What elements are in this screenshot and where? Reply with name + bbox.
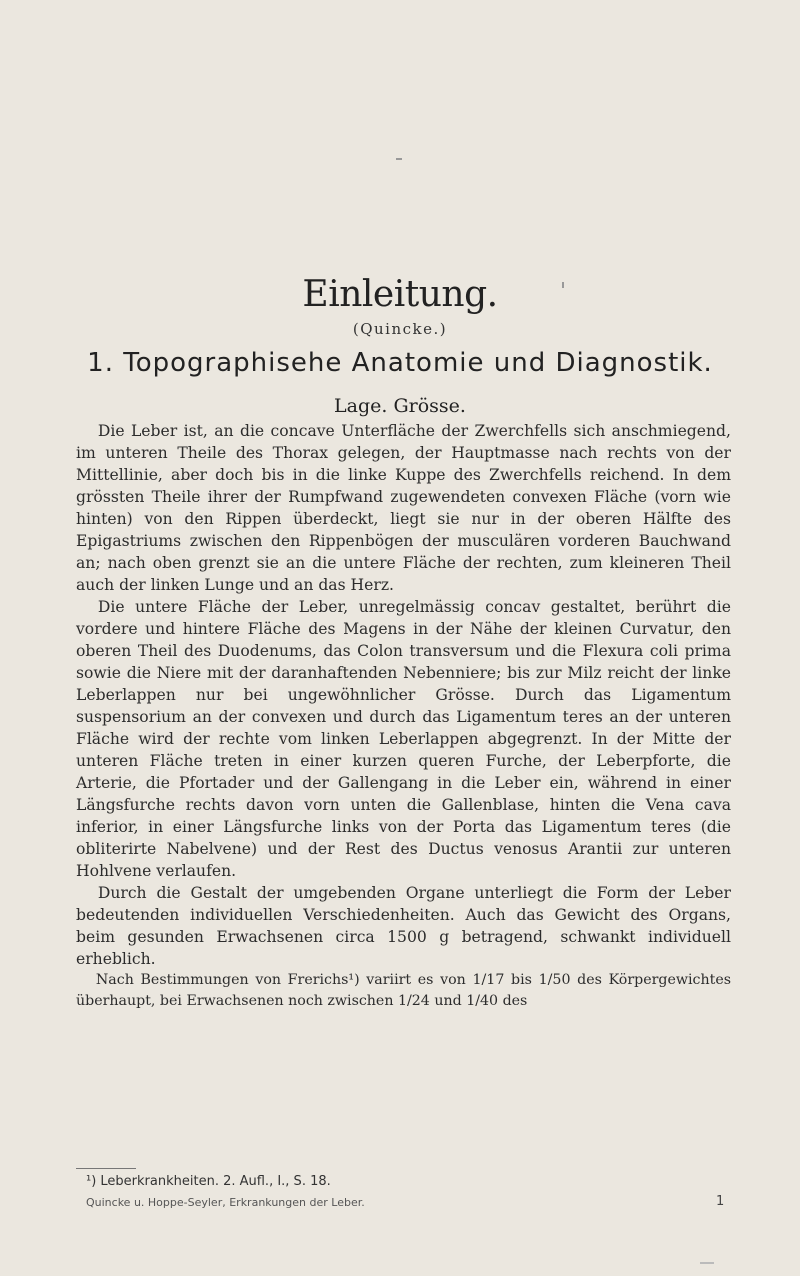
print-speck <box>396 158 402 160</box>
section-title: 1. Topographisehe Anatomie und Diagnostik. <box>87 348 713 378</box>
chapter-author: (Quincke.) <box>352 320 448 338</box>
paragraph: Die Leber ist, an die concave Unterfläche der Zwerchfells sich anschmiegend, im unteren Theile des Thorax gelegen, der Hauptmasse nach rechts von der Mittellinie, aber doch bis in die linke Kuppe des Zwerchfells reichend. In dem grössten Theile ihrer der Rumpfwand zugewendeten convexen Fläche (vorn wie hinten) von den Rippen überdeckt, liegt sie nur in der oberen Hälfte des Epigastriums zwischen den Rippenbögen der musculären vorderen Bauchwand an; nach oben grenzt sie an die untere Fläche der rechten, zum kleineren Theil auch der linken Lunge und an das Herz. <box>76 422 731 594</box>
chapter-title: Einleitung. <box>302 274 498 315</box>
running-footer: Quincke u. Hoppe-Seyler, Erkrankungen der Leber. <box>86 1196 365 1209</box>
footnote-rule <box>76 1168 136 1169</box>
page-number: 1 <box>716 1194 725 1209</box>
paragraph: Durch die Gestalt der umgebenden Organe unterliegt die Form der Leber bedeutenden individuellen Verschiedenheiten. Auch das Gewicht des Organs, beim gesunden Erwachsenen circa 1500 g betragend, schwankt individuell erheblich. <box>76 884 731 968</box>
paragraph: Die untere Fläche der Leber, unregelmässig concav gestaltet, berührt die vordere und hintere Fläche des Magens in der Nähe der kleinen Curvatur, den oberen Theil des Duodenums, das Colon transversum und die Flexura coli prima sowie die Niere mit der daranhaftenden Nebenniere; bis zur Milz reicht der linke Leberlappen nur bei ungewöhnlicher Grösse. Durch das Ligamentum suspensorium an der convexen und durch das Ligamentum teres an der unteren Fläche wird der rechte vom linken Leberlappen abgegrenzt. In der Mitte der unteren Fläche treten in einer kurzen queren Furche, der Leberpforte, die Arterie, die Pfortader und der Gallengang in die Leber ein, während in einer Längsfurche rechts davon vorn unten die Gallenblase, hinten die Vena cava inferior, in einer Längsfurche links von der Porta das Ligamentum teres (die obliterirte Nabelvene) und der Rest des Ductus venosus Arantii zur unteren Hohlvene verlaufen. <box>76 598 731 880</box>
footnote: ¹) Leberkrankheiten. 2. Aufl., I., S. 18. <box>86 1174 331 1189</box>
body-text <box>76 420 731 1012</box>
subsection-title: Lage. Grösse. <box>334 395 466 417</box>
paragraph: Nach Bestimmungen von Frerichs¹) variirt es von 1/17 bis 1/50 des Körpergewichtes überhaupt, bei Erwachsenen noch zwischen 1/24 und 1/40 des <box>76 972 731 1009</box>
print-speck <box>700 1262 714 1264</box>
